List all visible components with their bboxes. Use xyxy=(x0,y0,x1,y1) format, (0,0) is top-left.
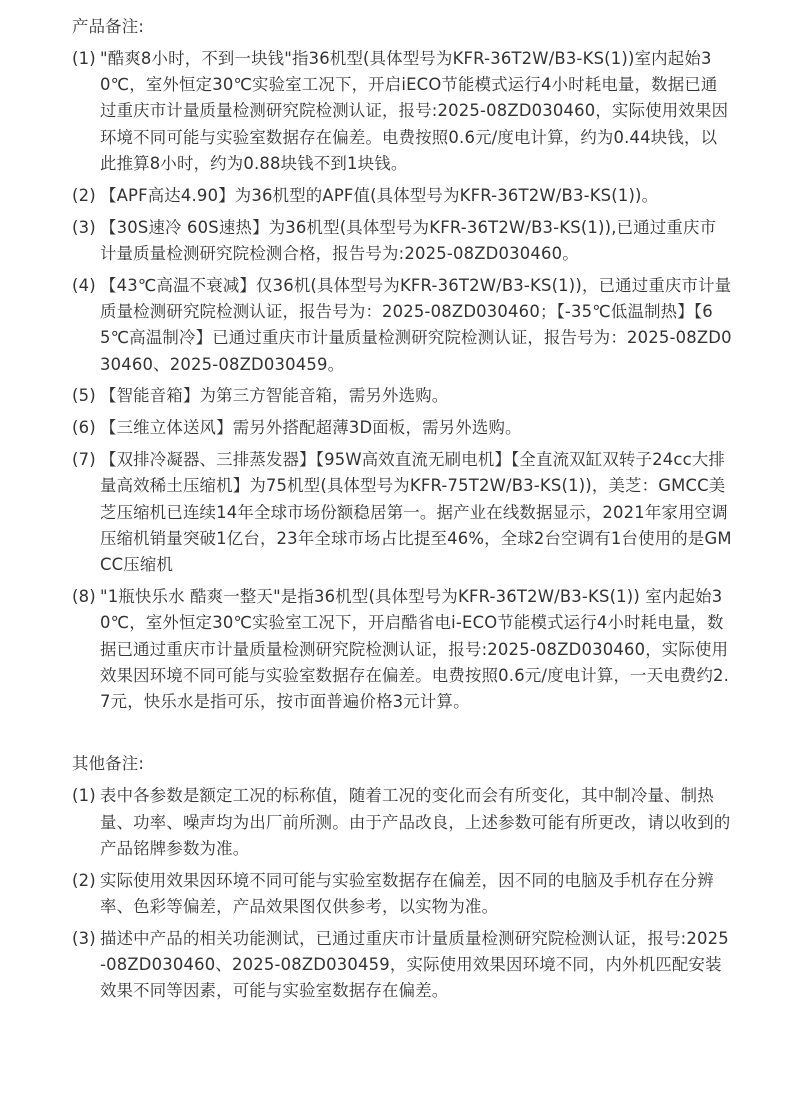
note-text: "酷爽8小时，不到一块钱"指36机型(具体型号为KFR-36T2W/B3-KS(1))室内起始30℃，室外恒定30℃实验室工况下，开启iECO节能模式运行4小时耗电量，数据已通过重庆市计量质量检测研究院检测认证，报号:2025-08ZD030460，实际使用效果因环境不同可能与实验室数据存在偏差。电费按照0.6元/度电计算，约为0.44块钱，以此推算8小时，约为0.88块钱不到1块钱。 xyxy=(100,48,729,173)
note-text: 描述中产品的相关功能测试，已通过重庆市计量质量检测研究院检测认证，报号:2025-08ZD030460、2025-08ZD030459，实际使用效果因环境不同，内外机匹配安装效果不同等因素，可能与实验室数据存在偏差。 xyxy=(100,928,729,1001)
product-note-8 xyxy=(72,584,732,715)
note-number: (6) xyxy=(72,418,96,438)
product-notes-list xyxy=(72,46,732,716)
note-number: (1) xyxy=(72,786,96,806)
product-note-6 xyxy=(72,415,732,441)
note-number: (7) xyxy=(72,449,96,469)
note-text: 【APF高达4.90】为36机型的APF值(具体型号为KFR-36T2W/B3-KS(1))。 xyxy=(100,185,659,205)
section-spacer xyxy=(72,715,732,751)
product-note-3 xyxy=(72,215,732,268)
other-note-2 xyxy=(72,868,732,921)
product-notes-title: 产品备注: xyxy=(72,17,145,36)
product-note-2 xyxy=(72,183,732,209)
note-text: 【双排冷凝器、三排蒸发器】【95W高效直流无刷电机】【全直流双缸双转子24cc大排量高效稀土压缩机】为75机型(具体型号为KFR-75T2W/B3-KS(1))，美芝：GMCC美芝压缩机已连续14年全球市场份额稳居第一。据产业在线数据显示，2021年家用空调压缩机销量突破1亿台，23年全球市场占比提至46%，全球2台空调有1台使用的是GMCC压缩机 xyxy=(100,449,732,575)
product-note-7 xyxy=(72,447,732,578)
note-text: 【43℃高温不衰减】仅36机(具体型号为KFR-36T2W/B3-KS(1))，已通过重庆市计量质量检测研究院检测认证，报告号为：2025-08ZD030460；【-35℃低温制热】【65℃高温制冷】已通过重庆市计量质量检测研究院检测认证，报告号为：2025-08ZD030460、2025-08ZD030459。 xyxy=(100,275,732,374)
other-note-3 xyxy=(72,926,732,1005)
product-note-5 xyxy=(72,383,732,409)
other-note-1 xyxy=(72,783,732,862)
other-notes-title: 其他备注: xyxy=(72,754,145,774)
note-text: "1瓶快乐水 酷爽一整天"是指36机型(具体型号为KFR-36T2W/B3-KS(1)) 室内起始30℃，室外恒定30℃实验室工况下，开启酷省电i-ECO节能模式运行4小时耗电量，数据已通过重庆市计量质量检测研究院检测认证，报号:2025-08ZD030460，实际使用效果因环境不同可能与实验室数据存在偏差。电费按照0.6元/度电计算，一天电费约2.7元，快乐水是指可乐，按市面普遍价格3元计算。 xyxy=(100,586,730,712)
note-text: 【30S速冷 60S速热】为36机型(具体型号为KFR-36T2W/B3-KS(1)),已通过重庆市计量质量检测研究院检测合格，报告号为:2025-08ZD030460。 xyxy=(100,217,717,263)
product-note-1 xyxy=(72,46,732,177)
note-number: (3) xyxy=(72,217,96,237)
note-text: 【三维立体送风】需另外搭配超薄3D面板，需另外选购。 xyxy=(100,418,522,438)
note-number: (2) xyxy=(72,185,96,205)
note-number: (8) xyxy=(72,586,96,606)
note-number: (4) xyxy=(72,275,96,295)
note-text: 【智能音箱】为第三方智能音箱，需另外选购。 xyxy=(100,386,449,406)
note-text: 表中各参数是额定工况的标称值，随着工况的变化而会有所变化，其中制冷量、制热量、功率、噪声均为出厂前所测。由于产品改良，上述参数可能有所更改，请以收到的产品铭牌参数为准。 xyxy=(100,786,731,858)
note-number: (2) xyxy=(72,870,96,890)
note-number: (1) xyxy=(72,48,96,68)
note-text: 实际使用效果因环境不同可能与实验室数据存在偏差，因不同的电脑及手机存在分辨率、色彩等偏差，产品效果图仅供参考，以实物为准。 xyxy=(100,870,714,916)
note-number: (3) xyxy=(72,928,96,948)
note-number: (5) xyxy=(72,386,96,406)
other-notes-list xyxy=(72,783,732,1004)
product-notes-section xyxy=(72,14,732,715)
other-notes-section xyxy=(72,751,732,1004)
notes-page xyxy=(72,14,732,1005)
product-note-4 xyxy=(72,273,732,378)
